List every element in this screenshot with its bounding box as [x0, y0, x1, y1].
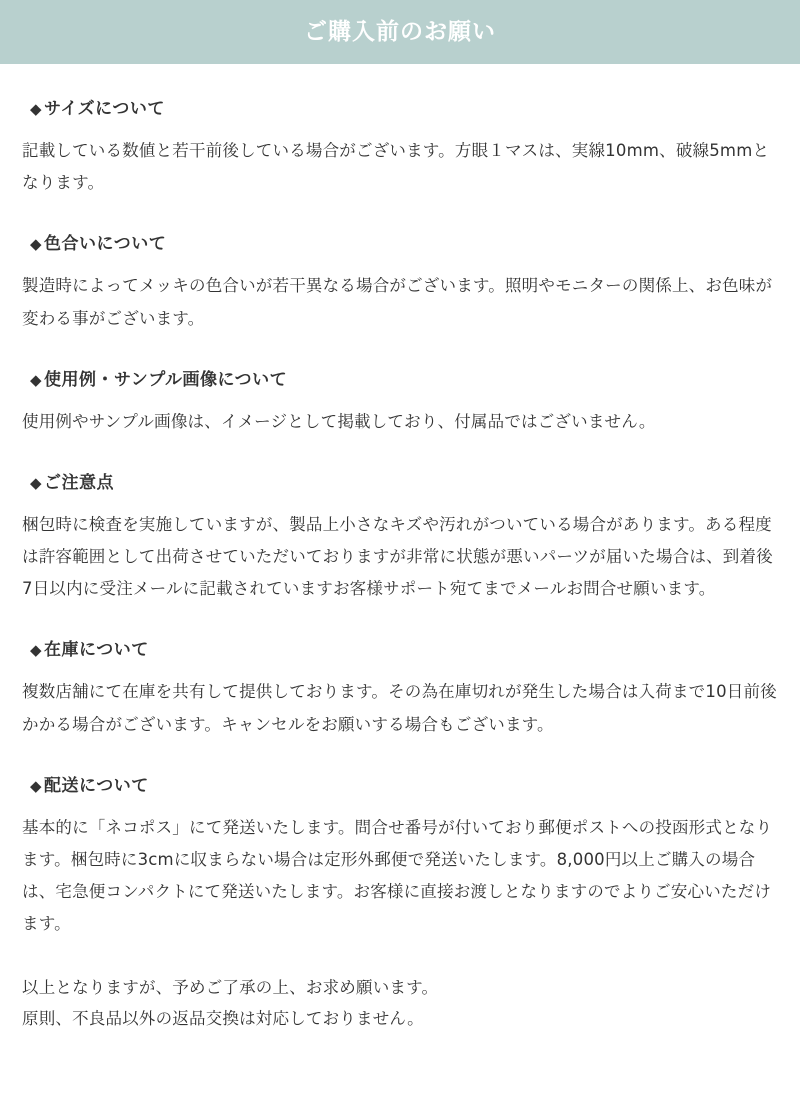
- section-heading-size-label: サイズについて: [44, 99, 165, 119]
- section-heading-shipping-label: 配送について: [44, 775, 149, 796]
- section-body-color: 製造時によってメッキの色合いが若干異なる場合がございます。照明やモニターの関係上、お色味が変わる事がございます。: [22, 276, 773, 328]
- section-heading-sample-image: [30, 365, 782, 390]
- section-heading-stock: [30, 635, 782, 660]
- diamond-bullet-icon: ◆: [30, 235, 43, 254]
- page-header-band: [0, 0, 800, 64]
- section-caution: [18, 468, 782, 606]
- section-stock: [18, 635, 782, 740]
- section-body-stock: 複数店舗にて在庫を共有して提供しております。その為在庫切れが発生した場合は入荷まで10日前後かかる場合がございます。キャンセルをお願いする場合もございます。: [22, 682, 777, 734]
- section-body-shipping: 基本的に「ネコポス」にて発送いたします。問合せ番号が付いており郵便ポストへの投函形式となります。梱包時に3cmに収まらない場合は定形外郵便で発送いたします。8,000円以上ご購入の場合は、宅急便コンパクトにて発送いたします。お客様に直接お渡しとなりますのでよりご安心いただけます。: [22, 817, 773, 934]
- closing-note-line-1: 以上となりますが、予めご了承の上、お求め願います。: [22, 978, 439, 998]
- section-shipping: [18, 771, 782, 941]
- section-heading-sample-image-label: 使用例・サンプル画像について: [44, 369, 288, 390]
- section-heading-color: [30, 229, 782, 254]
- section-color: [18, 229, 782, 334]
- section-heading-color-label: 色合いについて: [44, 234, 167, 255]
- section-body-sample-image: 使用例やサンプル画像は、イメージとして掲載しており、付属品ではございません。: [22, 411, 656, 431]
- section-heading-stock-label: 在庫について: [44, 640, 149, 661]
- notice-content: [0, 94, 800, 1046]
- section-body-size: 記載している数値と若干前後している場合がございます。方眼１マスは、実線10mm、破線5mmとなります。: [22, 141, 770, 193]
- closing-note-line-2: 原則、不良品以外の返品交換は対応しておりません。: [22, 1009, 424, 1029]
- section-heading-caution: [30, 468, 782, 493]
- diamond-bullet-icon: ◆: [30, 641, 43, 660]
- section-sample-image: [18, 365, 782, 438]
- diamond-bullet-icon: ◆: [30, 370, 43, 389]
- diamond-bullet-icon: ◆: [30, 100, 43, 118]
- closing-note: [22, 974, 782, 1034]
- page-title: ご購入前のお願い: [304, 18, 496, 45]
- section-body-caution: 梱包時に検査を実施していますが、製品上小さなキズや汚れがついている場合があります。ある程度は許容範囲として出荷させていただいておりますが非常に状態が悪いパーツが届いた場合は、到着後7日以内に受注メールに記載されていますお客様サポート宛てまでメールお問合せ願います。: [22, 514, 773, 599]
- diamond-bullet-icon: ◆: [30, 473, 43, 492]
- section-heading-shipping: [30, 771, 782, 796]
- section-size: [18, 94, 782, 199]
- section-heading-caution-label: ご注意点: [44, 472, 115, 493]
- section-heading-size: [30, 94, 782, 119]
- diamond-bullet-icon: ◆: [30, 776, 43, 795]
